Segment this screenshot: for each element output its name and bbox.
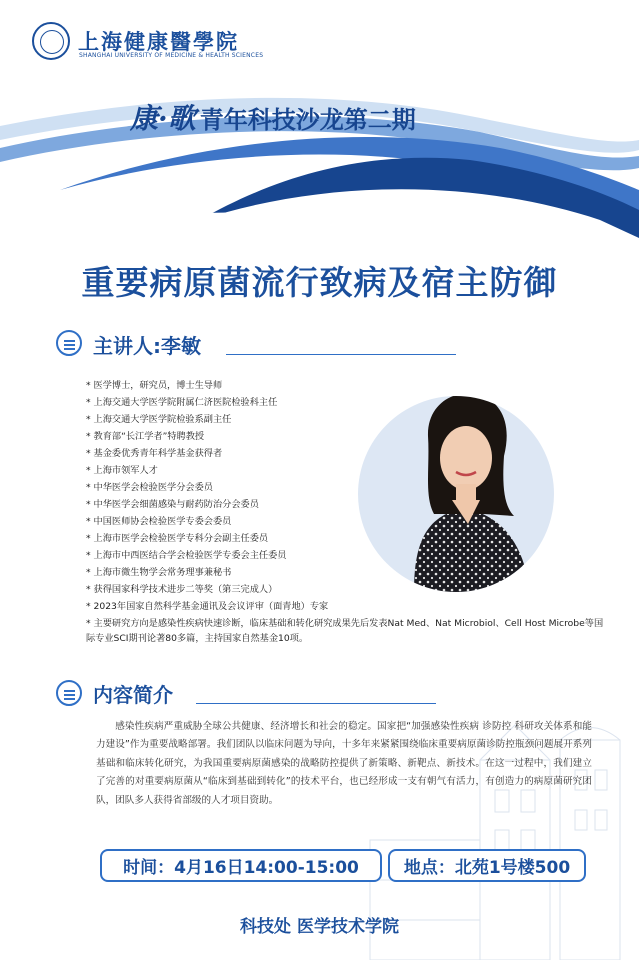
bio-item: * 教育部“长江学者”特聘教授 <box>86 431 205 442</box>
university-logo-icon <box>32 22 70 60</box>
bio-item: * 上海交通大学医学院附属仁济医院检验科主任 <box>86 397 278 408</box>
intro-heading: 内容简介 <box>93 683 173 707</box>
series-title <box>130 97 416 137</box>
series-brand: 康·歌 <box>130 102 196 135</box>
bio-item: * 获得国家科学技术进步二等奖（第三完成人） <box>86 584 278 595</box>
event-place: 地点：北苑1号楼500 <box>388 849 586 882</box>
bio-item: * 基金委优秀青年科学基金获得者 <box>86 448 223 459</box>
bio-item-research: * 主要研究方向是感染性疾病快速诊断，临床基础和转化研究成果先后发表Nat Med、Nat Microbiol、Cell Host Microbe等国际专业SCI期刊论著80多篇，主持国家自然基金10项。 <box>86 618 604 644</box>
bio-item: * 上海市领军人才 <box>86 465 158 476</box>
main-title: 重要病原菌流行致病及宿主防御 <box>81 263 558 302</box>
organizer-footer: 科技处 医学技术学院 <box>240 917 399 937</box>
bio-item: * 上海市微生物学会常务理事兼秘书 <box>86 567 232 578</box>
intro-section-icon <box>56 680 82 706</box>
speaker-divider <box>226 354 456 355</box>
bio-item: * 2023年国家自然科学基金通讯及会议评审（面青地）专家 <box>86 601 329 612</box>
bio-item: * 上海交通大学医学院检验系副主任 <box>86 414 232 425</box>
intro-divider <box>196 703 436 704</box>
university-name-en: SHANGHAI UNIVERSITY OF MEDICINE & HEALTH SCIENCES <box>79 52 264 59</box>
bio-item: * 上海市医学会检验医学专科分会副主任委员 <box>86 533 269 544</box>
series-name: 青年科技沙龙第二期 <box>199 106 416 134</box>
intro-text: 感染性疾病严重威胁全球公共健康、经济增长和社会的稳定。国家把“加强感染性疾病 诊防控 科研攻关体系和能力建设”作为重要战略部署。我们团队以临床问题为导向，十多年来紧紧围绕临床重要病原菌诊防控瓶颈问题展开系列基础和临床转化研究，为我国重要病原菌感染的战略防控提供了新策略、新靶点、新技术。在这一过程中，我们建立了完善的对重要病原菌从“临床到基础到转化”的技术平台，也已经形成一支有朝气有活力，有创造力的病原菌研究团队，团队多人获得省部级的人才项目资助。 <box>96 721 592 806</box>
speaker-bio-list <box>86 377 606 646</box>
speaker-section-icon <box>56 330 82 356</box>
event-time: 时间：4月16日14:00-15:00 <box>100 849 382 882</box>
bio-item: * 中华医学会细菌感染与耐药防治分会委员 <box>86 499 259 510</box>
bio-item: * 中华医学会检验医学分会委员 <box>86 482 213 493</box>
bio-item: * 医学博士，研究员，博士生导师 <box>86 380 223 391</box>
bio-item: * 上海市中西医结合学会检验医学专委会主任委员 <box>86 550 287 561</box>
speaker-heading: 主讲人:李敏 <box>93 334 201 358</box>
bio-item: * 中国医师协会检验医学专委会委员 <box>86 516 232 527</box>
university-name-cn: 上海健康醫學院 <box>78 29 239 54</box>
